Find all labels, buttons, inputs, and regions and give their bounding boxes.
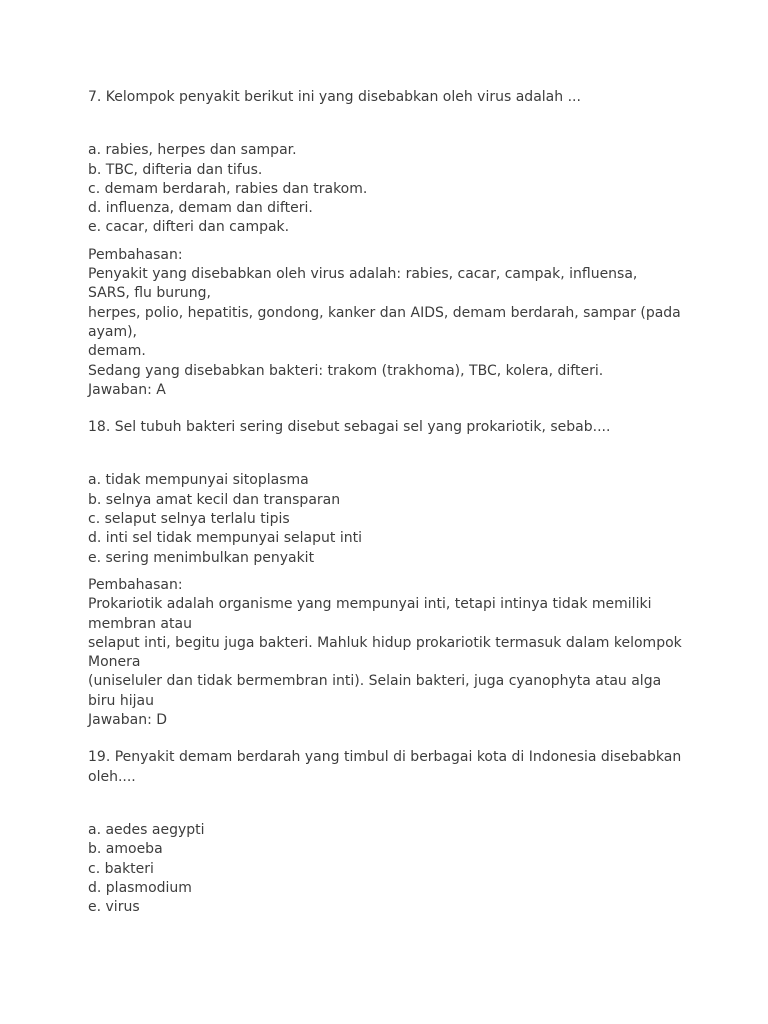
discussion-line: biru hijau [88, 692, 154, 709]
option-b: b. amoeba [88, 841, 163, 858]
option-a: a. aedes aegypti [88, 821, 205, 838]
question-block-19 [88, 748, 692, 917]
discussion-line: membran atau [88, 615, 192, 632]
option-c: c. selaput selnya terlalu tipis [88, 511, 290, 528]
answer-options-19 [88, 821, 692, 917]
answer-line: Jawaban: D [88, 712, 168, 729]
option-b: b. TBC, difteria dan tifus. [88, 161, 263, 178]
option-a: a. tidak mempunyai sitoplasma [88, 472, 309, 489]
option-e: e. cacar, difteri dan campak. [88, 219, 290, 236]
option-b: b. selnya amat kecil dan transparan [88, 491, 341, 508]
discussion-line: demam. [88, 343, 146, 360]
question-text-line: 18. Sel tubuh bakteri sering disebut sebagai sel yang prokariotik, sebab.... [88, 419, 611, 436]
option-d: d. plasmodium [88, 879, 192, 896]
option-e: e. sering menimbulkan penyakit [88, 549, 315, 566]
discussion-line: Prokariotik adalah organisme yang mempunyai inti, tetapi intinya tidak memiliki [88, 596, 652, 613]
question-text-18 [88, 418, 692, 437]
question-text-line: oleh.... [88, 768, 136, 785]
option-a: a. rabies, herpes dan sampar. [88, 142, 297, 159]
discussion-line: SARS, flu burung, [88, 285, 211, 302]
answer-line: Jawaban: A [88, 381, 166, 398]
discussion-line: ayam), [88, 323, 137, 340]
discussion-line: herpes, polio, hepatitis, gondong, kanker dan AIDS, demam berdarah, sampar (pada [88, 304, 681, 321]
discussion-18 [88, 576, 692, 730]
discussion-7 [88, 246, 692, 400]
question-text-19 [88, 748, 692, 787]
discussion-line: (uniseluler dan tidak bermembran inti). Selain bakteri, juga cyanophyta atau alga [88, 673, 662, 690]
question-text-line: 7. Kelompok penyakit berikut ini yang disebabkan oleh virus adalah ... [88, 89, 581, 105]
option-d: d. influenza, demam dan difteri. [88, 200, 313, 217]
option-d: d. inti sel tidak mempunyai selaput inti [88, 530, 362, 547]
answer-options-7 [88, 141, 692, 237]
discussion-line: selaput inti, begitu juga bakteri. Mahluk hidup prokariotik termasuk dalam kelompok [88, 634, 682, 651]
question-block-7 [88, 88, 692, 400]
question-block-18 [88, 418, 692, 730]
question-text-7 [88, 88, 692, 107]
option-c: c. bakteri [88, 860, 154, 877]
question-text-line: 19. Penyakit demam berdarah yang timbul di berbagai kota di Indonesia disebabkan [88, 749, 682, 766]
discussion-line: Penyakit yang disebabkan oleh virus adalah: rabies, cacar, campak, influensa, [88, 266, 638, 283]
answer-options-18 [88, 471, 692, 567]
discussion-heading: Pembahasan: [88, 576, 183, 593]
discussion-line: Monera [88, 654, 141, 671]
discussion-line: Sedang yang disebabkan bakteri: trakom (trakhoma), TBC, kolera, difteri. [88, 362, 604, 379]
option-e: e. virus [88, 899, 140, 916]
option-c: c. demam berdarah, rabies dan trakom. [88, 180, 368, 197]
discussion-heading: Pembahasan: [88, 246, 183, 263]
